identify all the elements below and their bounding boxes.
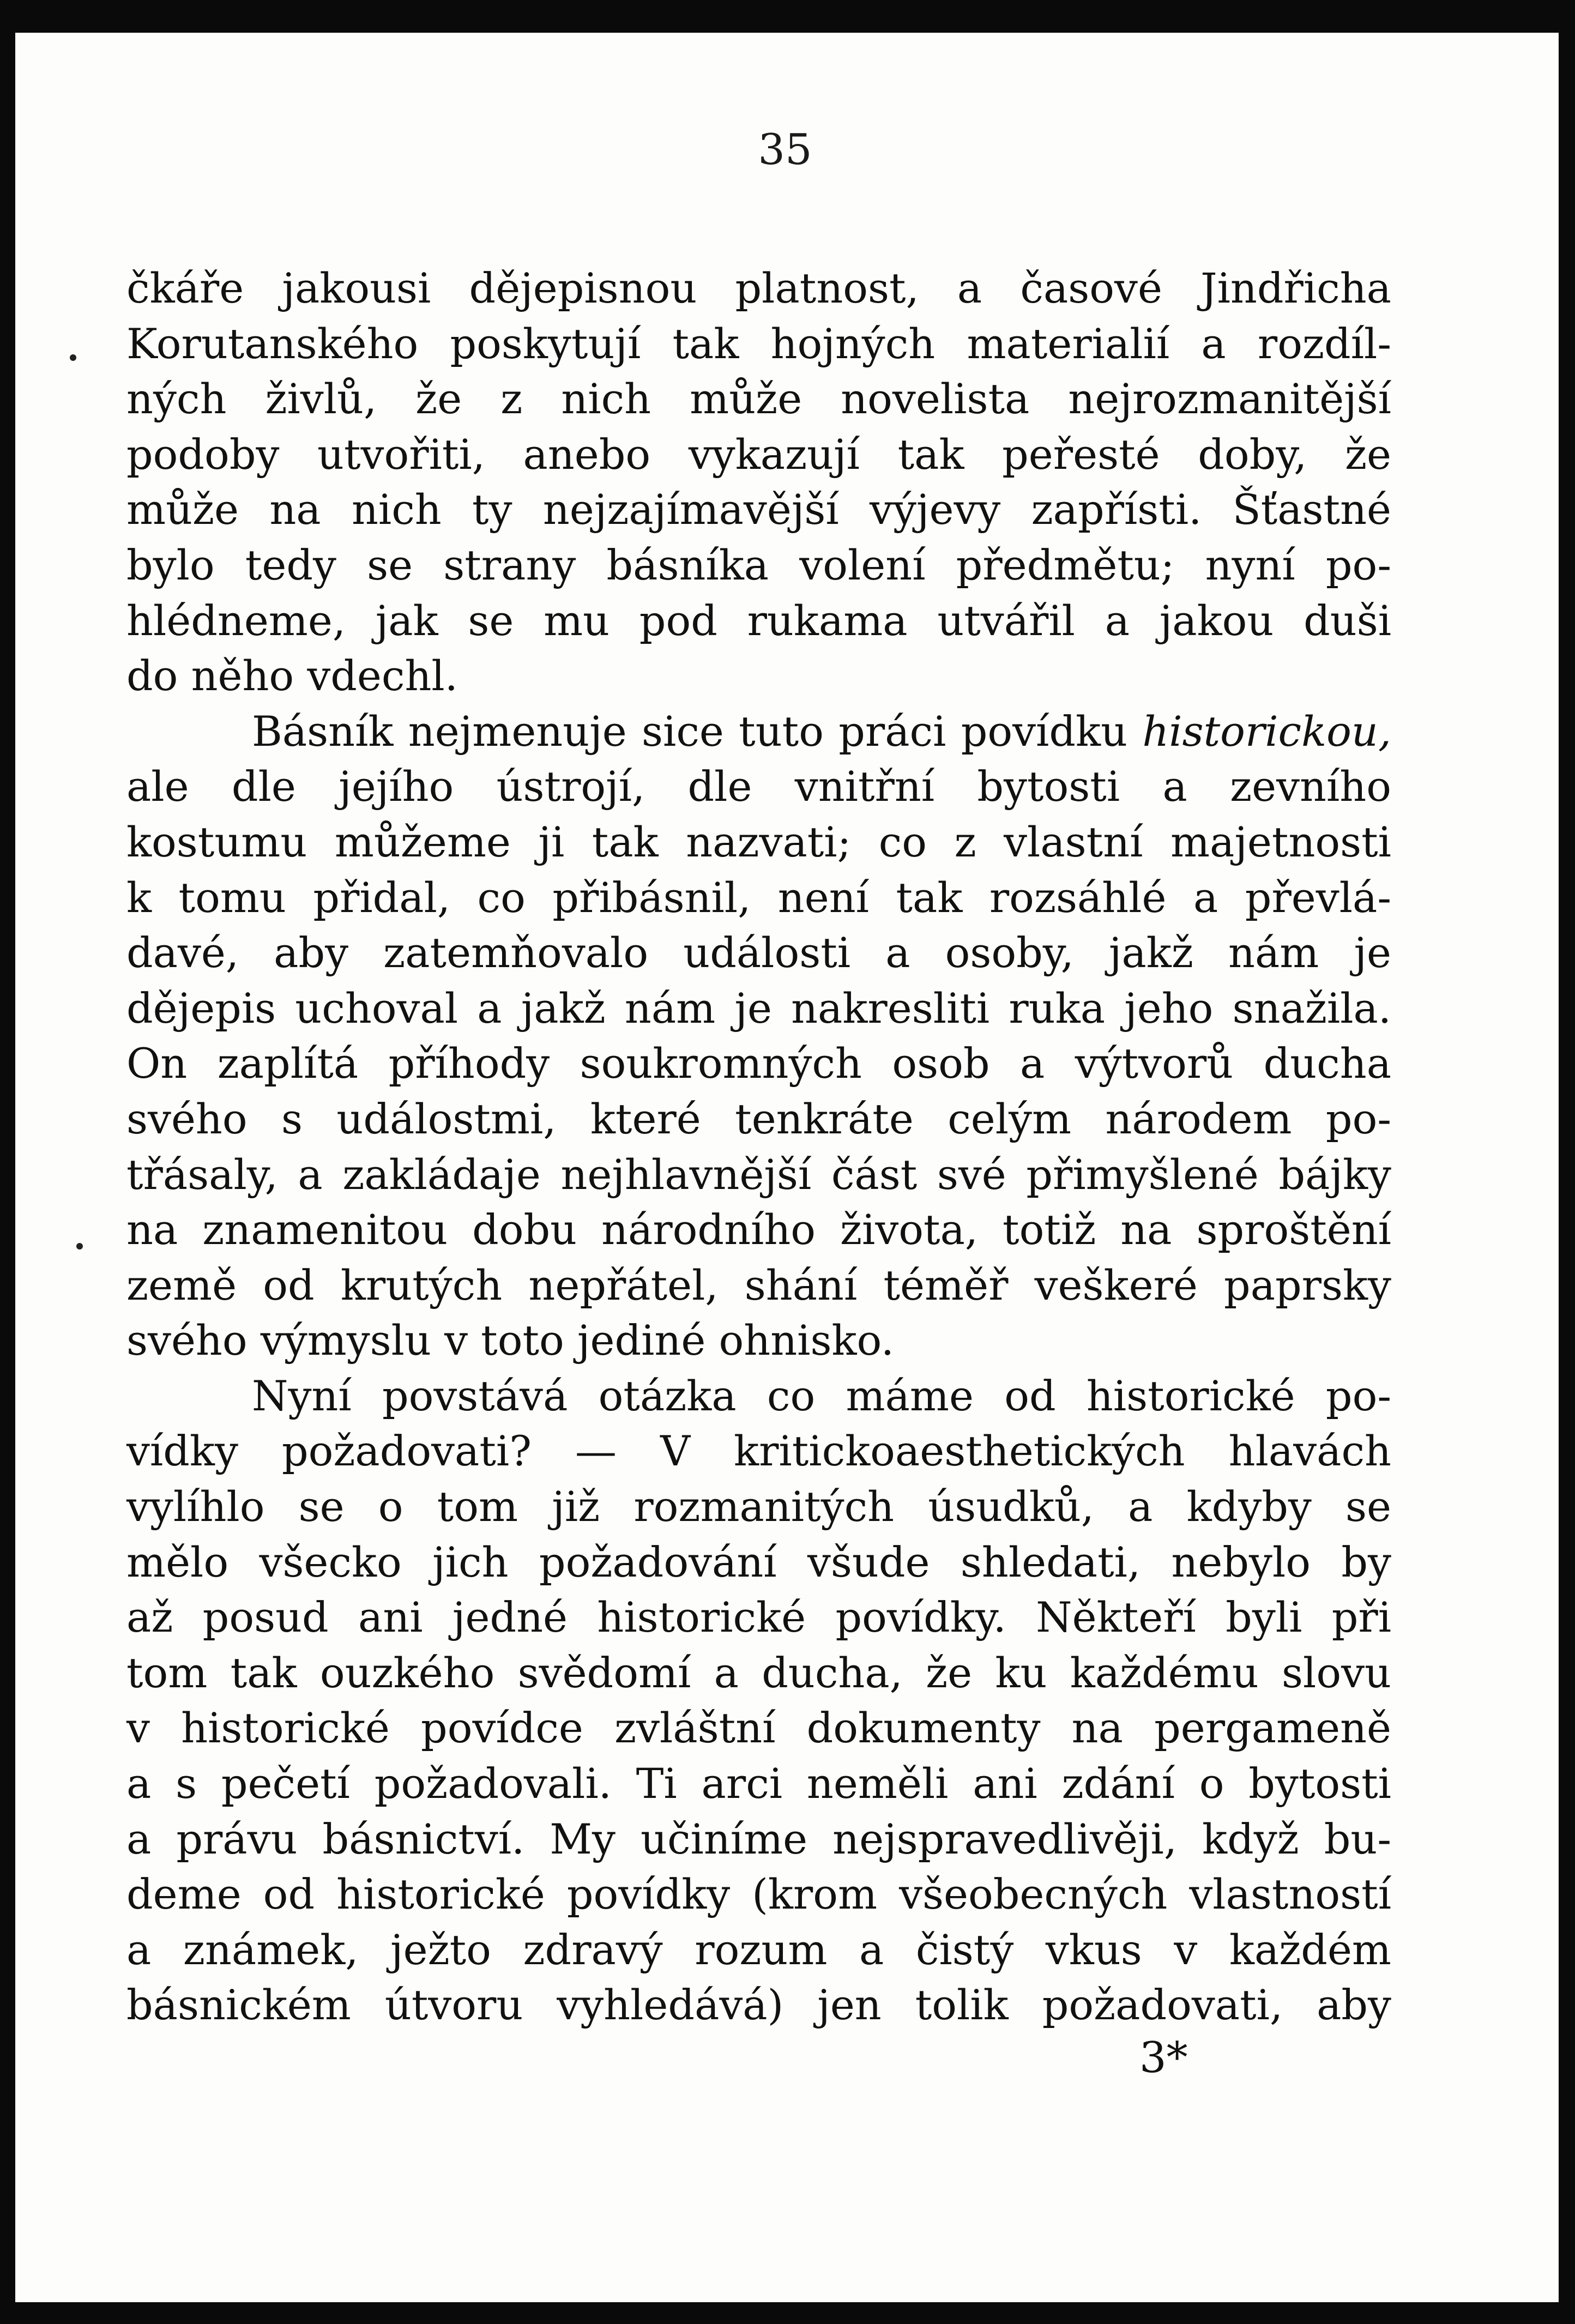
text-line: Korutanského poskytují tak hojných materialií a rozdíl- — [126, 319, 1391, 368]
text-line: svého výmyslu v toto jediné ohnisko. — [126, 1316, 895, 1365]
text-line: vídky požadovati? — V kritickoaesthetických hlavách — [126, 1427, 1391, 1476]
text-line: podoby utvořiti, anebo vykazují tak peřesté doby, že — [126, 430, 1391, 479]
body-text — [126, 261, 1391, 2033]
text-line: a právu básnictví. My učiníme nejspravedlivěji, když bu- — [126, 1814, 1391, 1863]
text-line: může na nich ty nejzajímavější výjevy zapřísti. Šťastné — [126, 485, 1391, 534]
text-line: ných živlů, že z nich může novelista nejrozmanitější — [126, 375, 1391, 424]
text-line: až posud ani jedné historické povídky. Někteří byli při — [126, 1593, 1391, 1642]
text-line: v historické povídce zvláštní dokumenty na pergameně — [126, 1704, 1391, 1753]
text-line: davé, aby zatemňovalo události a osoby, jakž nám je — [126, 928, 1391, 977]
text-line: k tomu přidal, co přibásnil, není tak rozsáhlé a převlá- — [126, 873, 1391, 922]
margin-dot — [70, 354, 76, 361]
text-line: do něho vdechl. — [126, 651, 458, 701]
scan-border-right — [1559, 0, 1575, 2324]
text-line: bylo tedy se strany básníka volení předmětu; nyní po- — [126, 540, 1391, 589]
signature-mark: 3* — [1139, 2033, 1188, 2082]
scan-border-bottom — [0, 2302, 1575, 2324]
text-line: a s pečetí požadovali. Ti arci neměli ani zdání o bytosti — [126, 1759, 1391, 1808]
text-line: třásaly, a zakládaje nejhlavnější část své přimyšlené bájky — [126, 1150, 1391, 1199]
margin-dot — [76, 1243, 83, 1249]
text-line — [126, 704, 1391, 759]
text-line: Nyní povstává otázka co máme od historické po- — [252, 1371, 1391, 1420]
text-line: a známek, ježto zdravý rozum a čistý vkus v každém — [126, 1925, 1391, 1974]
text-line: vylíhlo se o tom již rozmanitých úsudků, a kdyby se — [126, 1482, 1391, 1531]
text-line: básnickém útvoru vyhledává) jen tolik požadovati, aby — [126, 1981, 1391, 2030]
text-line: kostumu můžeme ji tak nazvati; co z vlastní majetnosti — [126, 817, 1391, 866]
text-line: hlédneme, jak se mu pod rukama utvářil a jakou duši — [126, 596, 1391, 645]
text-line: dějepis uchoval a jakž nám je nakresliti ruka jeho snažila. — [126, 983, 1391, 1033]
scan-border-left — [0, 0, 15, 2324]
text-line: země od krutých nepřátel, shání téměř veškeré paprsky — [126, 1260, 1391, 1309]
italic-word: historickou, — [1142, 707, 1391, 756]
text-line: tom tak ouzkého svědomí a ducha, že ku každému slovu — [126, 1648, 1391, 1697]
text-line: svého s událostmi, které tenkráte celým národem po- — [126, 1094, 1391, 1143]
text-line: ale dle jejího ústrojí, dle vnitřní bytosti a zevního — [126, 762, 1391, 811]
text-fragment: Básník nejmenuje sice tuto práci povídku — [252, 707, 1128, 756]
page-number: 35 — [758, 125, 812, 174]
text-line: On zaplítá příhody soukromných osob a výtvorů ducha — [126, 1039, 1391, 1088]
scan-border-top — [0, 0, 1575, 33]
text-line: mělo všecko jich požadování všude shledati, nebylo by — [126, 1537, 1391, 1586]
text-line: deme od historické povídky (krom všeobecných vlastností — [126, 1870, 1391, 1919]
text-line: čkáře jakousi dějepisnou platnost, a časové Jindřicha — [126, 264, 1391, 312]
text-line: na znamenitou dobu národního života, totiž na sproštění — [126, 1205, 1391, 1254]
